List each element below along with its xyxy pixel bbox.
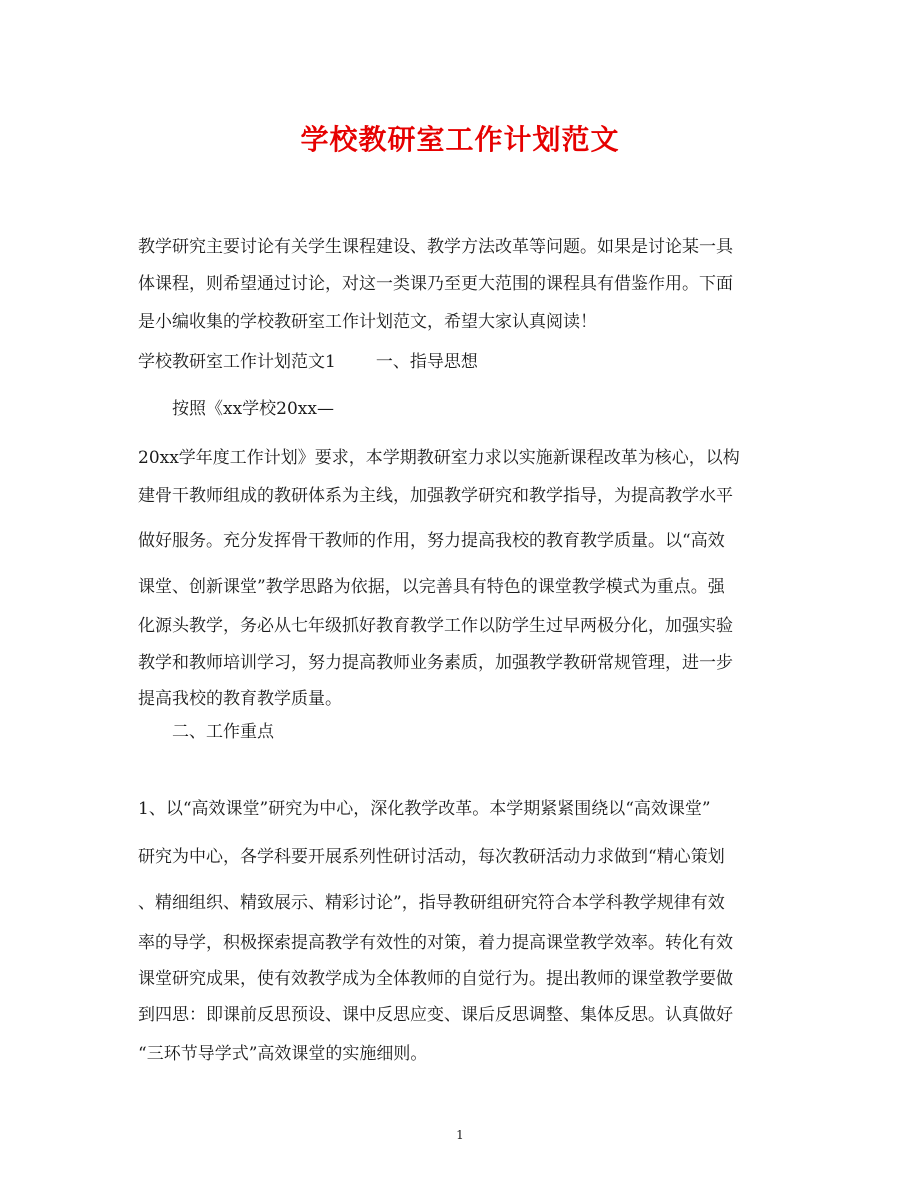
section-label: 学校教研室工作计划范文1: [138, 352, 336, 372]
paragraph-line: 到四思：即课前反思预设、课中反思应变、课后反思调整、集体反思。认真做好: [138, 1005, 733, 1025]
page-number: 1: [456, 1128, 464, 1142]
paragraph-line: 课堂、创新课堂”教学思路为依据，以完善具有特色的课堂教学模式为重点。强: [138, 577, 725, 597]
section-heading: 二、工作重点: [172, 722, 274, 742]
paragraph-line: 按照《xx学校20xx—: [172, 399, 334, 419]
paragraph-line: 教学研究主要讨论有关学生课程建设、教学方法改革等问题。如果是讨论某一具: [138, 237, 733, 257]
paragraph-line: “三环节导学式”高效课堂的实施细则。: [138, 1044, 428, 1064]
paragraph-line: 、精细组织、精致展示、精彩讨论”，指导教研组研究符合本学科教学规律有效: [138, 893, 725, 913]
paragraph-line: 体课程，则希望通过讨论，对这一类课乃至更大范围的课程具有借鉴作用。下面: [138, 274, 733, 294]
paragraph-line: 做好服务。充分发挥骨干教师的作用，努力提高我校的教育教学质量。以“高效: [138, 531, 725, 551]
paragraph-line: 率的导学，积极探索提高教学有效性的对策，着力提高课堂教学效率。转化有效: [138, 933, 733, 953]
paragraph-line: 20xx学年度工作计划》要求，本学期教研室力求以实施新课程改革为核心，以构: [138, 448, 740, 468]
document-title: 学校教研室工作计划范文: [300, 123, 620, 156]
paragraph-line: 是小编收集的学校教研室工作计划范文，希望大家认真阅读！: [138, 312, 597, 332]
section-heading-line: [138, 350, 478, 374]
paragraph-line: 建骨干教师组成的教研体系为主线，加强教学研究和教学指导，为提高教学水平: [138, 486, 733, 506]
paragraph-line: 研究为中心，各学科要开展系列性研讨活动，每次教研活动力求做到“精心策划: [138, 847, 725, 867]
paragraph-line: 教学和教师培训学习，努力提高教师业务素质，加强教学教研常规管理，进一步: [138, 653, 733, 673]
paragraph-line: 课堂研究成果，使有效教学成为全体教师的自觉行为。提出教师的课堂教学要做: [138, 969, 733, 989]
section-heading: 一、指导思想: [375, 352, 478, 372]
paragraph-line: 提高我校的教育教学质量。: [138, 689, 342, 709]
paragraph-line: 化源头教学，务必从七年级抓好教育教学工作以防学生过早两极分化，加强实验: [138, 616, 733, 636]
paragraph-line: 1、以“高效课堂”研究为中心，深化教学改革。本学期紧紧围绕以“高效课堂”: [138, 799, 711, 819]
